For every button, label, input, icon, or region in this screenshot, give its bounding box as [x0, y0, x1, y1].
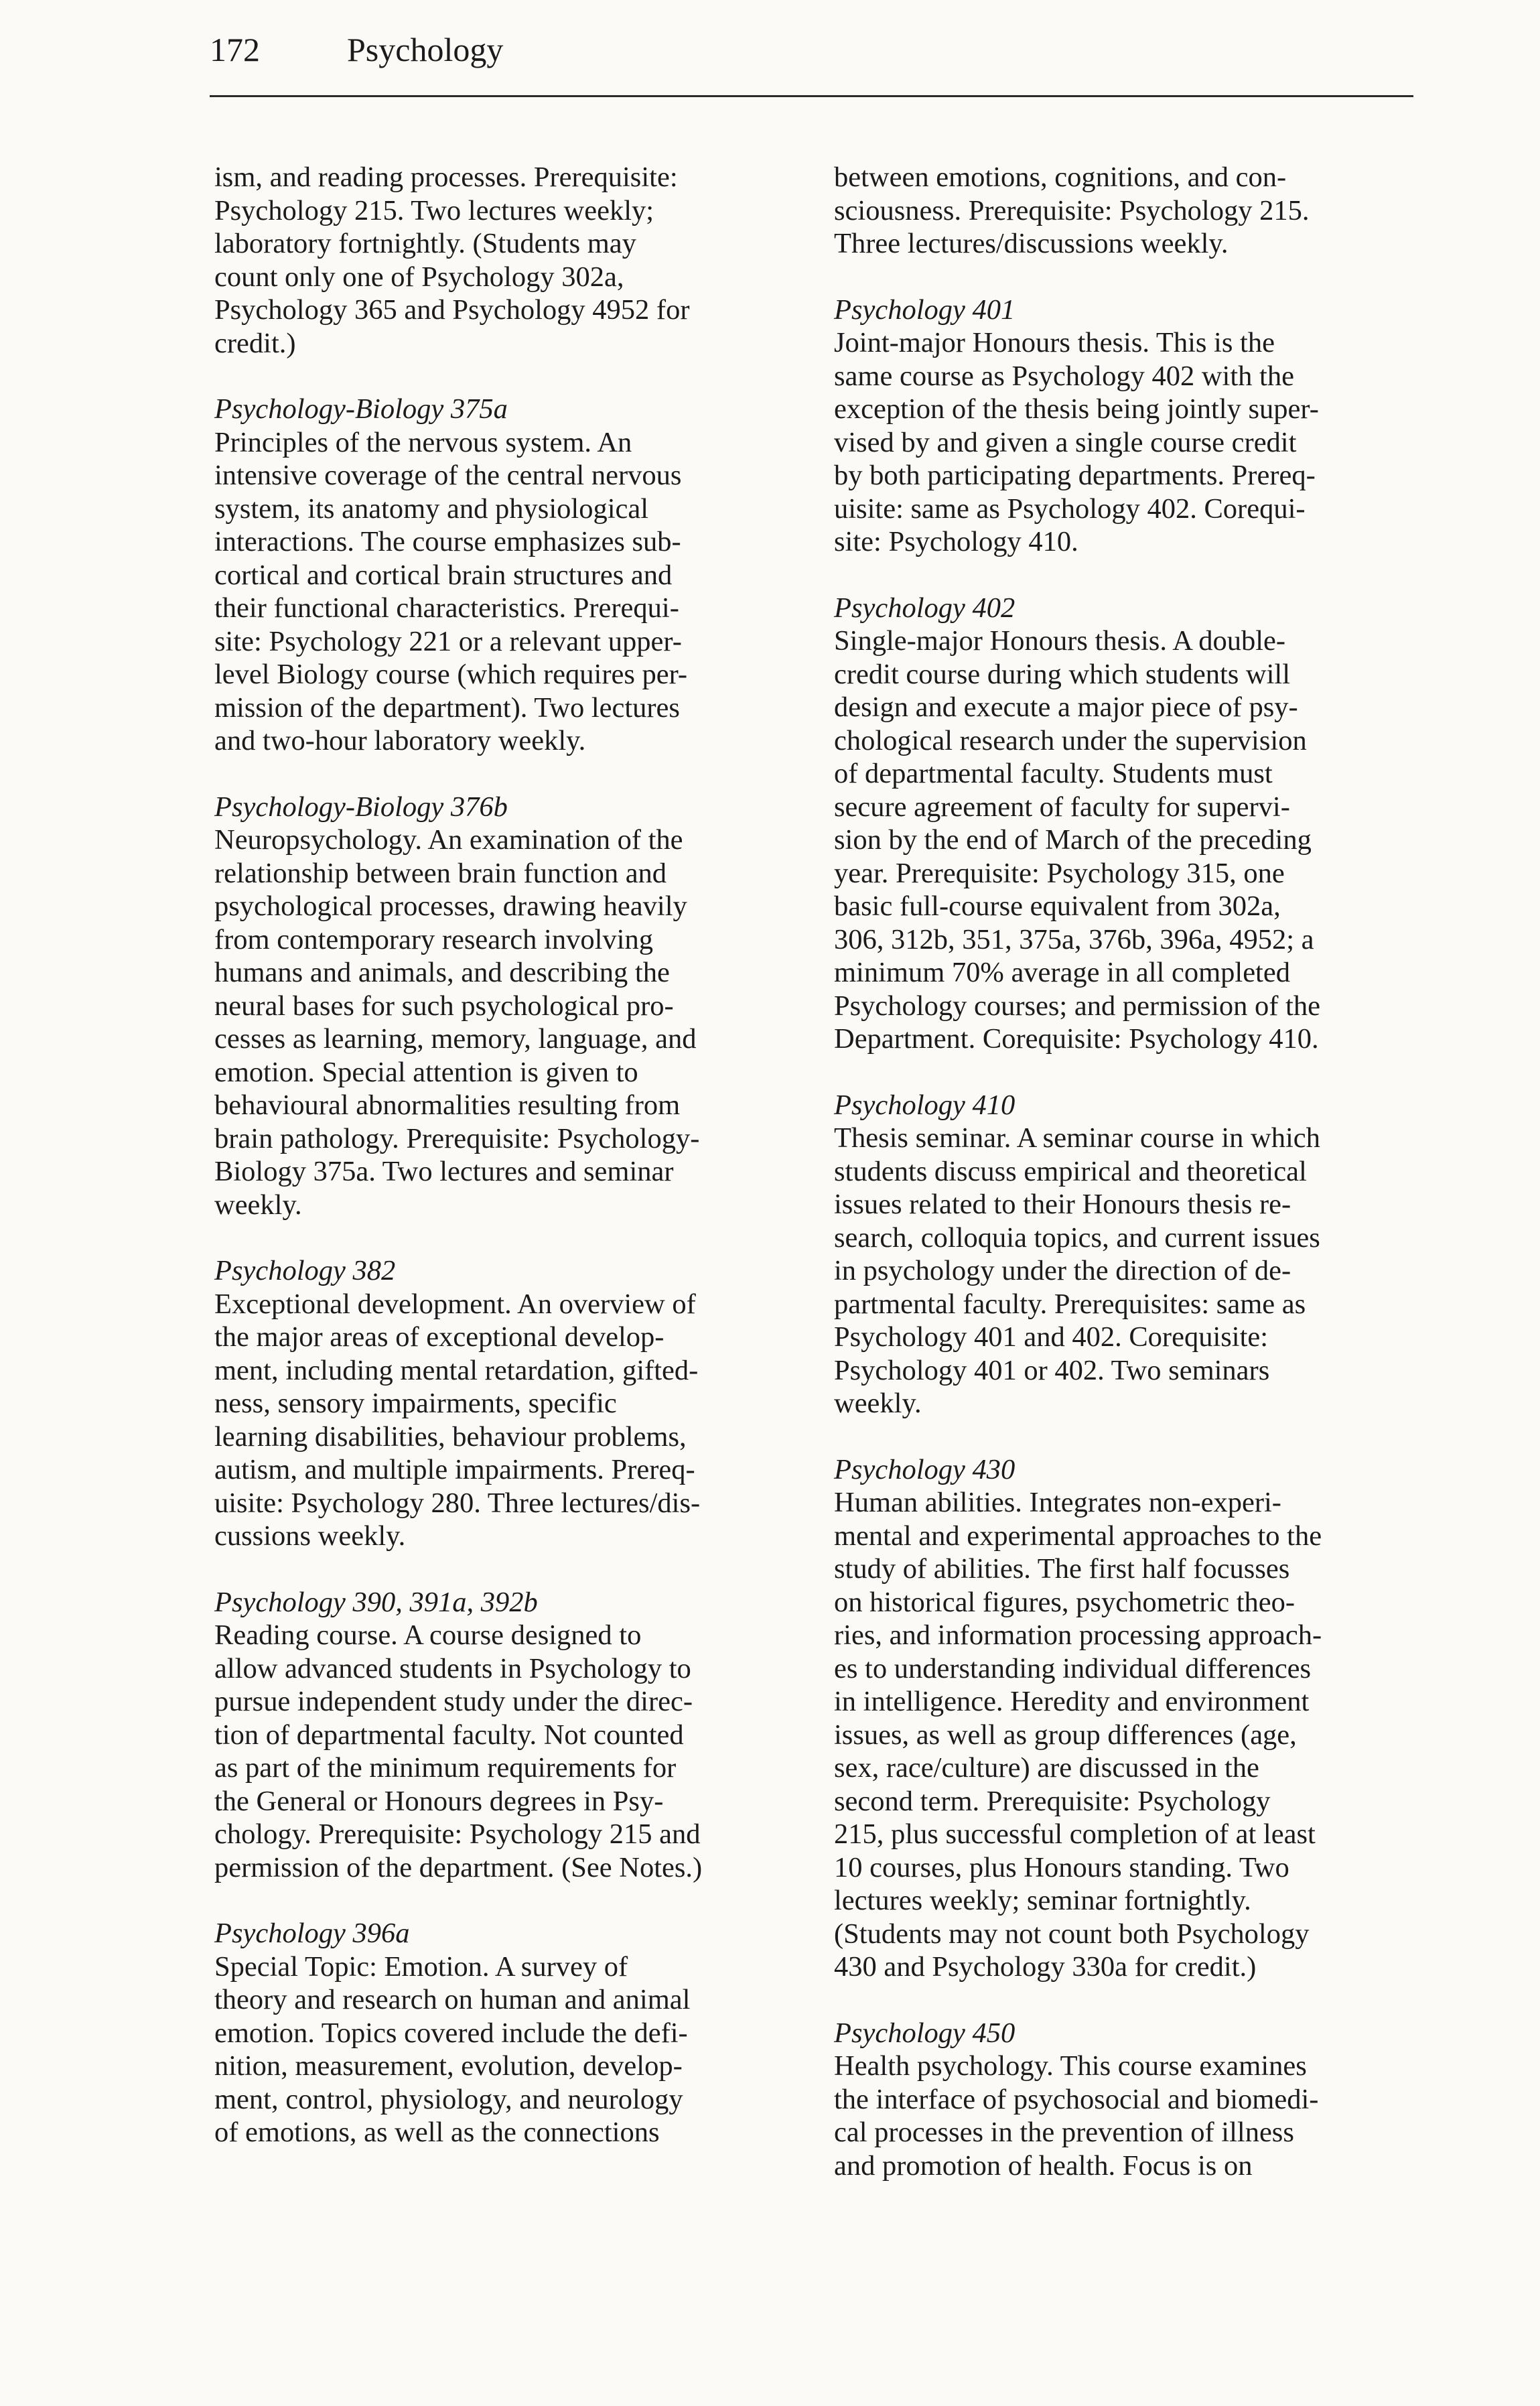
page-header: [210, 25, 1413, 92]
course-title: Psychology 410: [834, 1089, 1016, 1121]
course-description: Principles of the nervous system. An intensive coverage of the central nervous system, its anatomy and physiological interactions. The course emphasizes sub- cortical and cortical brain structures and their functional characteristics. Prerequi- site: Psychology 221 or a relevant upper- level Biology course (which requires per- mission of the department). Two lectures and two-hour laboratory weekly.: [214, 426, 688, 756]
course-entry: [214, 393, 797, 758]
course-description: Health psychology. This course examines the interface of psychosocial and biomedi- cal processes in the prevention of illness and promotion of health. Focus is on: [834, 2050, 1319, 2182]
course-title: Psychology-Biology 375a: [214, 393, 508, 425]
right-column: [834, 161, 1417, 2215]
course-description: Thesis seminar. A seminar course in which students discuss empirical and theoretical issues related to their Honours thesis re- search, colloquia topics, and current issues in psychology under the direction of de- partmental faculty. Prerequisites: same as Psychology 401 and 402. Corequisite: Psychology 401 or 402. Two seminars weekly.: [834, 1122, 1320, 1419]
course-entry: [834, 293, 1417, 559]
course-entry: [834, 1453, 1417, 1984]
course-description: Single-major Honours thesis. A double- credit course during which students will design and execute a major piece of psy- chological research under the supervision of departmental faculty. Students must secure agreement of faculty for supervi- sion by the end of March of the preceding year. Prerequisite: Psychology 315, one basic full-course equivalent from 302a, 306, 312b, 351, 375a, 376b, 396a, 4952; a minimum 70% average in all completed Psychology courses; and permission of the Department. Corequisite: Psychology 410.: [834, 625, 1320, 1055]
course-entry: [214, 1586, 797, 1885]
continuation-text: between emotions, cognitions, and con- sciousness. Prerequisite: Psychology 215. Three lectures/discussions weekly.: [834, 161, 1310, 259]
course-description: Joint-major Honours thesis. This is the same course as Psychology 402 with the exception of the thesis being jointly super- vised by and given a single course credit by both participating departments. Prereq- uisite: same as Psychology 402. Corequi- site: Psychology 410.: [834, 327, 1319, 557]
course-entry: [214, 1254, 797, 1553]
course-entry: [834, 1089, 1417, 1420]
course-title: Psychology 401: [834, 293, 1016, 326]
course-entry: [214, 791, 797, 1222]
course-description: Exceptional development. An overview of the major areas of exceptional develop- ment, including mental retardation, gifted- ness, sensory impairments, specific learning disabilities, behaviour problems, autism, and multiple impairments. Prereq- uisite: Psychology 280. Three lectures/dis- cussions weekly.: [214, 1288, 701, 1552]
left-column: [214, 161, 797, 2182]
course-title: Psychology 382: [214, 1255, 396, 1286]
page-number: 172: [210, 31, 260, 68]
course-entry: [834, 2017, 1417, 2183]
course-description: Neuropsychology. An examination of the relationship between brain function and psychological processes, drawing heavily from contemporary research involving humans and animals, and describing the neural bases for such psychological pro- cesses as learning, memory, language, and emotion. Special attention is given to behavioural abnormalities resulting from brain pathology. Prerequisite: Psychology- Biology 375a. Two lectures and seminar weekly.: [214, 824, 700, 1221]
course-title: Psychology 402: [834, 592, 1016, 624]
course-description: Special Topic: Emotion. A survey of theory and research on human and animal emotion. Topics covered include the defi- nition, measurement, evolution, develop- ment, control, physiology, and neurology of emotions, as well as the connections: [214, 1950, 691, 2148]
running-head: Psychology: [347, 31, 504, 68]
course-title: Psychology 450: [834, 2017, 1016, 2049]
course-title: Psychology-Biology 376b: [214, 791, 508, 823]
course-title: Psychology 430: [834, 1453, 1016, 1485]
course-title: Psychology 396a: [214, 1918, 410, 1949]
course-description: Human abilities. Integrates non-experi- mental and experimental approaches to the study of abilities. The first half focusses on historical figures, psychometric theo- ries, and information processing approach- es to understanding individual differences in intelligence. Heredity and environment issues, as well as group differences (age, sex, race/culture) are discussed in the second term. Prerequisite: Psychology 215, plus successful completion of at least 10 courses, plus Honours standing. Two lectures weekly; seminar fortnightly. (Students may not count both Psychology 430 and Psychology 330a for credit.): [834, 1487, 1322, 1983]
course-description: Reading course. A course designed to allow advanced students in Psychology to pursue independent study under the direc- tion of departmental faculty. Not counted as part of the minimum requirements for the General or Honours degrees in Psy- chology. Prerequisite: Psychology 215 and permission of the department. (See Notes.): [214, 1619, 703, 1883]
course-title: Psychology 390, 391a, 392b: [214, 1586, 538, 1618]
course-entry: [834, 592, 1417, 1056]
header-rule: [210, 95, 1413, 97]
continuation-text: ism, and reading processes. Prerequisite: Psychology 215. Two lectures weekly; laboratory fortnightly. (Students may count only one of Psychology 302a, Psychology 365 and Psychology 4952 for credit.): [214, 161, 690, 359]
course-entry: [214, 1917, 797, 2149]
